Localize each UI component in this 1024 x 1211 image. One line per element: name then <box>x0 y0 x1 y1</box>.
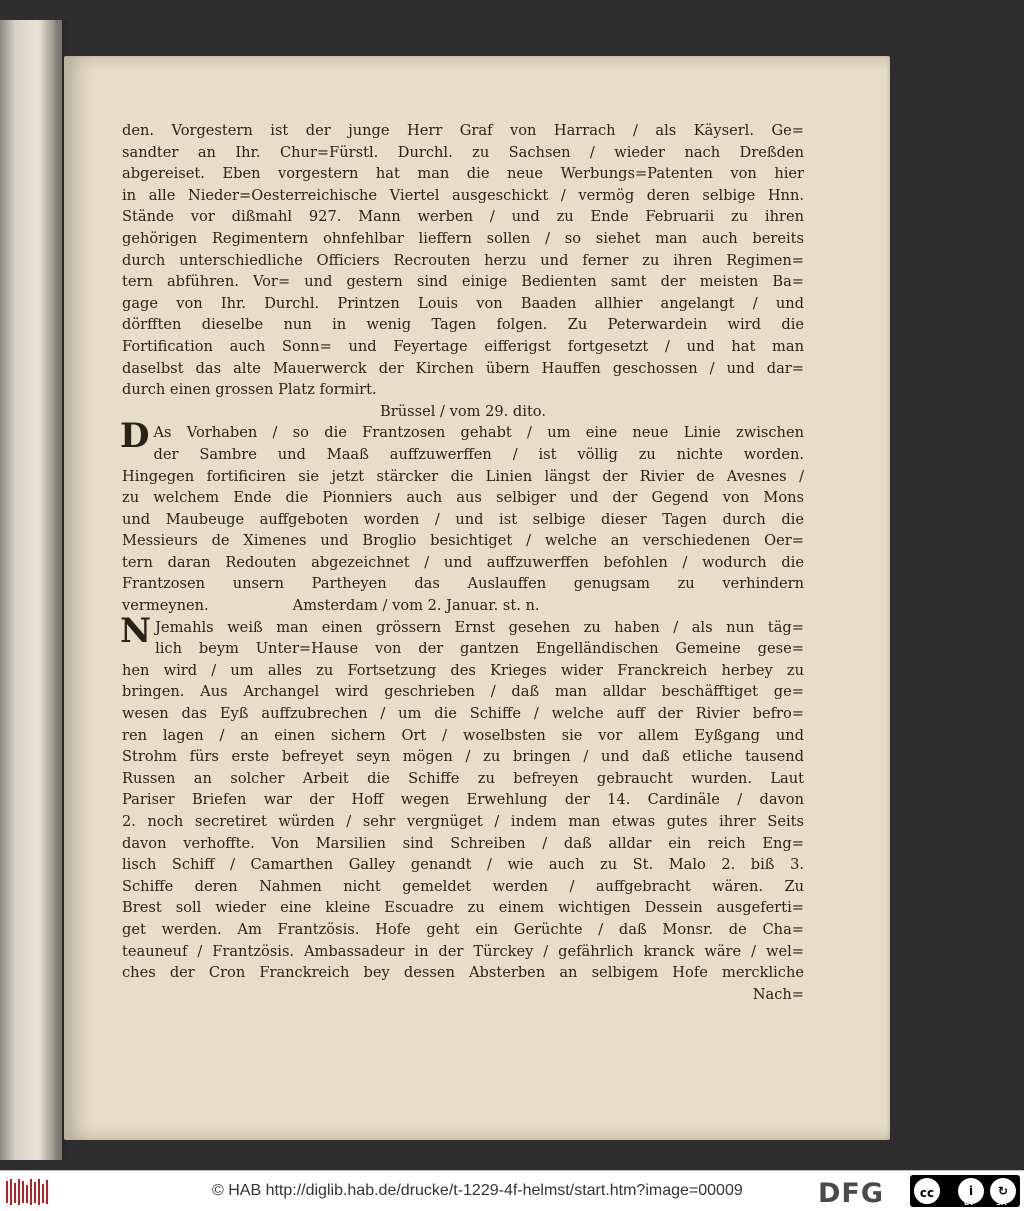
text-line <box>122 530 804 552</box>
text-line: Fortification auch Sonn= und Feyertage eifferigst fortgesetzt / und hat man <box>122 337 804 355</box>
text-line <box>122 962 804 984</box>
text-line: abgereiset. Eben vorgestern hat man die neue Werbungs=Patenten von hier <box>122 165 804 183</box>
cc-sa-label: SA <box>996 1199 1007 1207</box>
text-line: durch unterschiedliche Officiers Recrouten herzu und ferner zu ihren Regimen= <box>122 251 804 269</box>
line-text: Jemahls weiß man einen grössern Ernst gesehen zu haben / als nun täg= <box>155 618 804 636</box>
text-line <box>122 876 804 898</box>
line-text: teauneuf / Frantzösis. Ambassadeur in der Türckey / gefährlich kranck wäre / wel= <box>122 942 804 960</box>
page-text <box>122 120 804 1005</box>
line-text: lich beym Unter=Hause von der gantzen Engelländischen Gemeine gese= <box>155 640 804 658</box>
line-text: lisch Schiff / Camarthen Galley genandt / wie auch zu St. Malo 2. biß 3. <box>122 856 804 874</box>
line-text: zu welchem Ende die Pionniers auch aus selbiger und der Gegend von Mons <box>122 489 804 507</box>
text-line <box>122 811 804 833</box>
text-line <box>122 746 804 768</box>
text-line <box>122 703 804 725</box>
text-line: den. Vorgestern ist der junge Herr Graf von Harrach / als Käyserl. Ge= <box>122 122 804 139</box>
text-line: daselbst das alte Mauerwerck der Kirchen übern Hauffen geschossen / und dar= <box>122 359 804 377</box>
cc-license-badge[interactable] <box>910 1175 1020 1207</box>
line-text: Brest soll wieder eine kleine Escuadre zu einem wichtigen Dessein ausgeferti= <box>122 899 804 917</box>
text-line <box>122 854 804 876</box>
dfg-logo: DFG <box>818 1178 885 1209</box>
text-line: Stände vor dißmahl 927. Mann werben / und zu Ende Februarii zu ihren <box>122 208 804 226</box>
text-line <box>122 509 804 531</box>
text-line <box>122 466 804 488</box>
cc-by-icon: i <box>958 1178 984 1204</box>
line-text: As Vorhaben / so die Frantzosen gehabt / um eine neue Linie zwischen <box>153 424 804 442</box>
line-text: hen wird / um alles zu Fortsetzung des Krieges wider Franckreich herbey zu <box>122 661 804 679</box>
line-text: vermeynen. <box>122 597 209 615</box>
line-text: wesen das Eyß auffzubrechen / um die Schiffe / welche auff der Rivier befro= <box>122 705 804 723</box>
text-line <box>122 681 804 703</box>
line-text: Russen an solcher Arbeit die Schiffe zu befreyen gebraucht wurden. Laut <box>122 769 804 787</box>
text-line: gehörigen Regimentern ohnfehlbar lieffern sollen / so siehet man auch bereits <box>122 229 804 247</box>
line-text: Pariser Briefen war der Hoff wegen Erwehlung der 14. Cardinäle / davon <box>122 791 804 809</box>
line-text: bringen. Aus Archangel wird geschrieben / daß man alldar beschäfftiget ge= <box>122 683 804 701</box>
line-text: Strohm fürs erste befreyet seyn mögen / zu bringen / und daß etliche tausend <box>122 748 804 766</box>
text-line <box>122 444 804 466</box>
line-text: und Maubeuge auffgeboten worden / und ist selbige dieser Tagen durch die <box>122 510 804 528</box>
text-line: tern abführen. Vor= und gestern sind einige Bedienten samt der meisten Ba= <box>122 273 804 291</box>
text-line: durch einen grossen Platz formirt. <box>122 381 377 399</box>
text-line <box>122 768 804 790</box>
cc-icon: cc <box>914 1178 940 1204</box>
line-text: tern daran Redouten abgezeichnet / und auffzuwerffen befohlen / wodurch die <box>122 553 804 571</box>
line-text: get werden. Am Frantzösis. Hofe geht ein Gerüchte / daß Monsr. de Cha= <box>122 920 804 938</box>
text-line <box>122 638 804 660</box>
text-line <box>122 552 804 574</box>
line-text: Frantzosen unsern Partheyen das Auslauffen genugsam zu verhindern <box>122 575 804 593</box>
scanned-page <box>64 56 890 1140</box>
text-line <box>122 573 804 595</box>
text-line: gage von Ihr. Durchl. Printzen Louis von Baaden allhier angelangt / und <box>122 294 804 312</box>
section-heading-brussel: Brüssel / vom 29. dito. <box>380 402 546 420</box>
copyright-link[interactable]: © HAB http://diglib.hab.de/drucke/t-1229-4f-helmst/start.htm?image=00009 <box>212 1182 743 1199</box>
text-line <box>122 595 804 617</box>
line-text: ren lagen / an einen sichern Ort / woselbsten sie vor allem Eyßgang und <box>122 726 804 744</box>
text-line <box>122 789 804 811</box>
text-line <box>122 660 804 682</box>
text-line <box>122 833 804 855</box>
text-line <box>122 897 804 919</box>
section-heading-amsterdam: Amsterdam / vom 2. Januar. st. n. <box>292 597 540 615</box>
line-text: Schiffe deren Nahmen nicht gemeldet werden / auffgebracht wären. Zu <box>122 877 804 895</box>
cc-by-label: BY <box>964 1199 975 1207</box>
drop-cap: N <box>120 610 152 651</box>
text-line <box>122 725 804 747</box>
text-line: dörfften dieselbe nun in wenig Tagen folgen. Zu Peterwardein wird die <box>122 316 804 334</box>
footer-bar <box>0 1170 1024 1211</box>
line-text: Hingegen fortificiren sie jetzt stärcker die Linien längst der Rivier de Avesnes / <box>122 467 804 485</box>
hab-logo-icon <box>6 1179 50 1205</box>
catchword: Nach= <box>752 985 804 1003</box>
text-line: in alle Nieder=Oesterreichische Viertel ausgeschickt / vermög deren selbige Hnn. <box>122 186 804 204</box>
text-line <box>122 941 804 963</box>
line-text: ches der Cron Franckreich bey dessen Absterben an selbigem Hofe merckliche <box>122 964 804 982</box>
line-text: davon verhoffte. Von Marsilien sind Schreiben / daß alldar ein reich Eng= <box>122 834 804 852</box>
text-line: sandter an Ihr. Chur=Fürstl. Durchl. zu Sachsen / wieder nach Dreßden <box>122 143 804 161</box>
text-line <box>122 919 804 941</box>
line-text: Messieurs de Ximenes und Broglio besichtiget / welche an verschiedenen Oer= <box>122 532 804 550</box>
drop-cap: D <box>120 416 150 457</box>
line-text: 2. noch secretiret würden / sehr vergnüget / indem man etwas gutes ihrer Seits <box>122 813 804 830</box>
cc-sa-icon: ↻ <box>990 1178 1016 1204</box>
text-line <box>122 487 804 509</box>
line-text: der Sambre und Maaß auffzuwerffen / ist völlig zu nichte worden. <box>153 445 804 463</box>
